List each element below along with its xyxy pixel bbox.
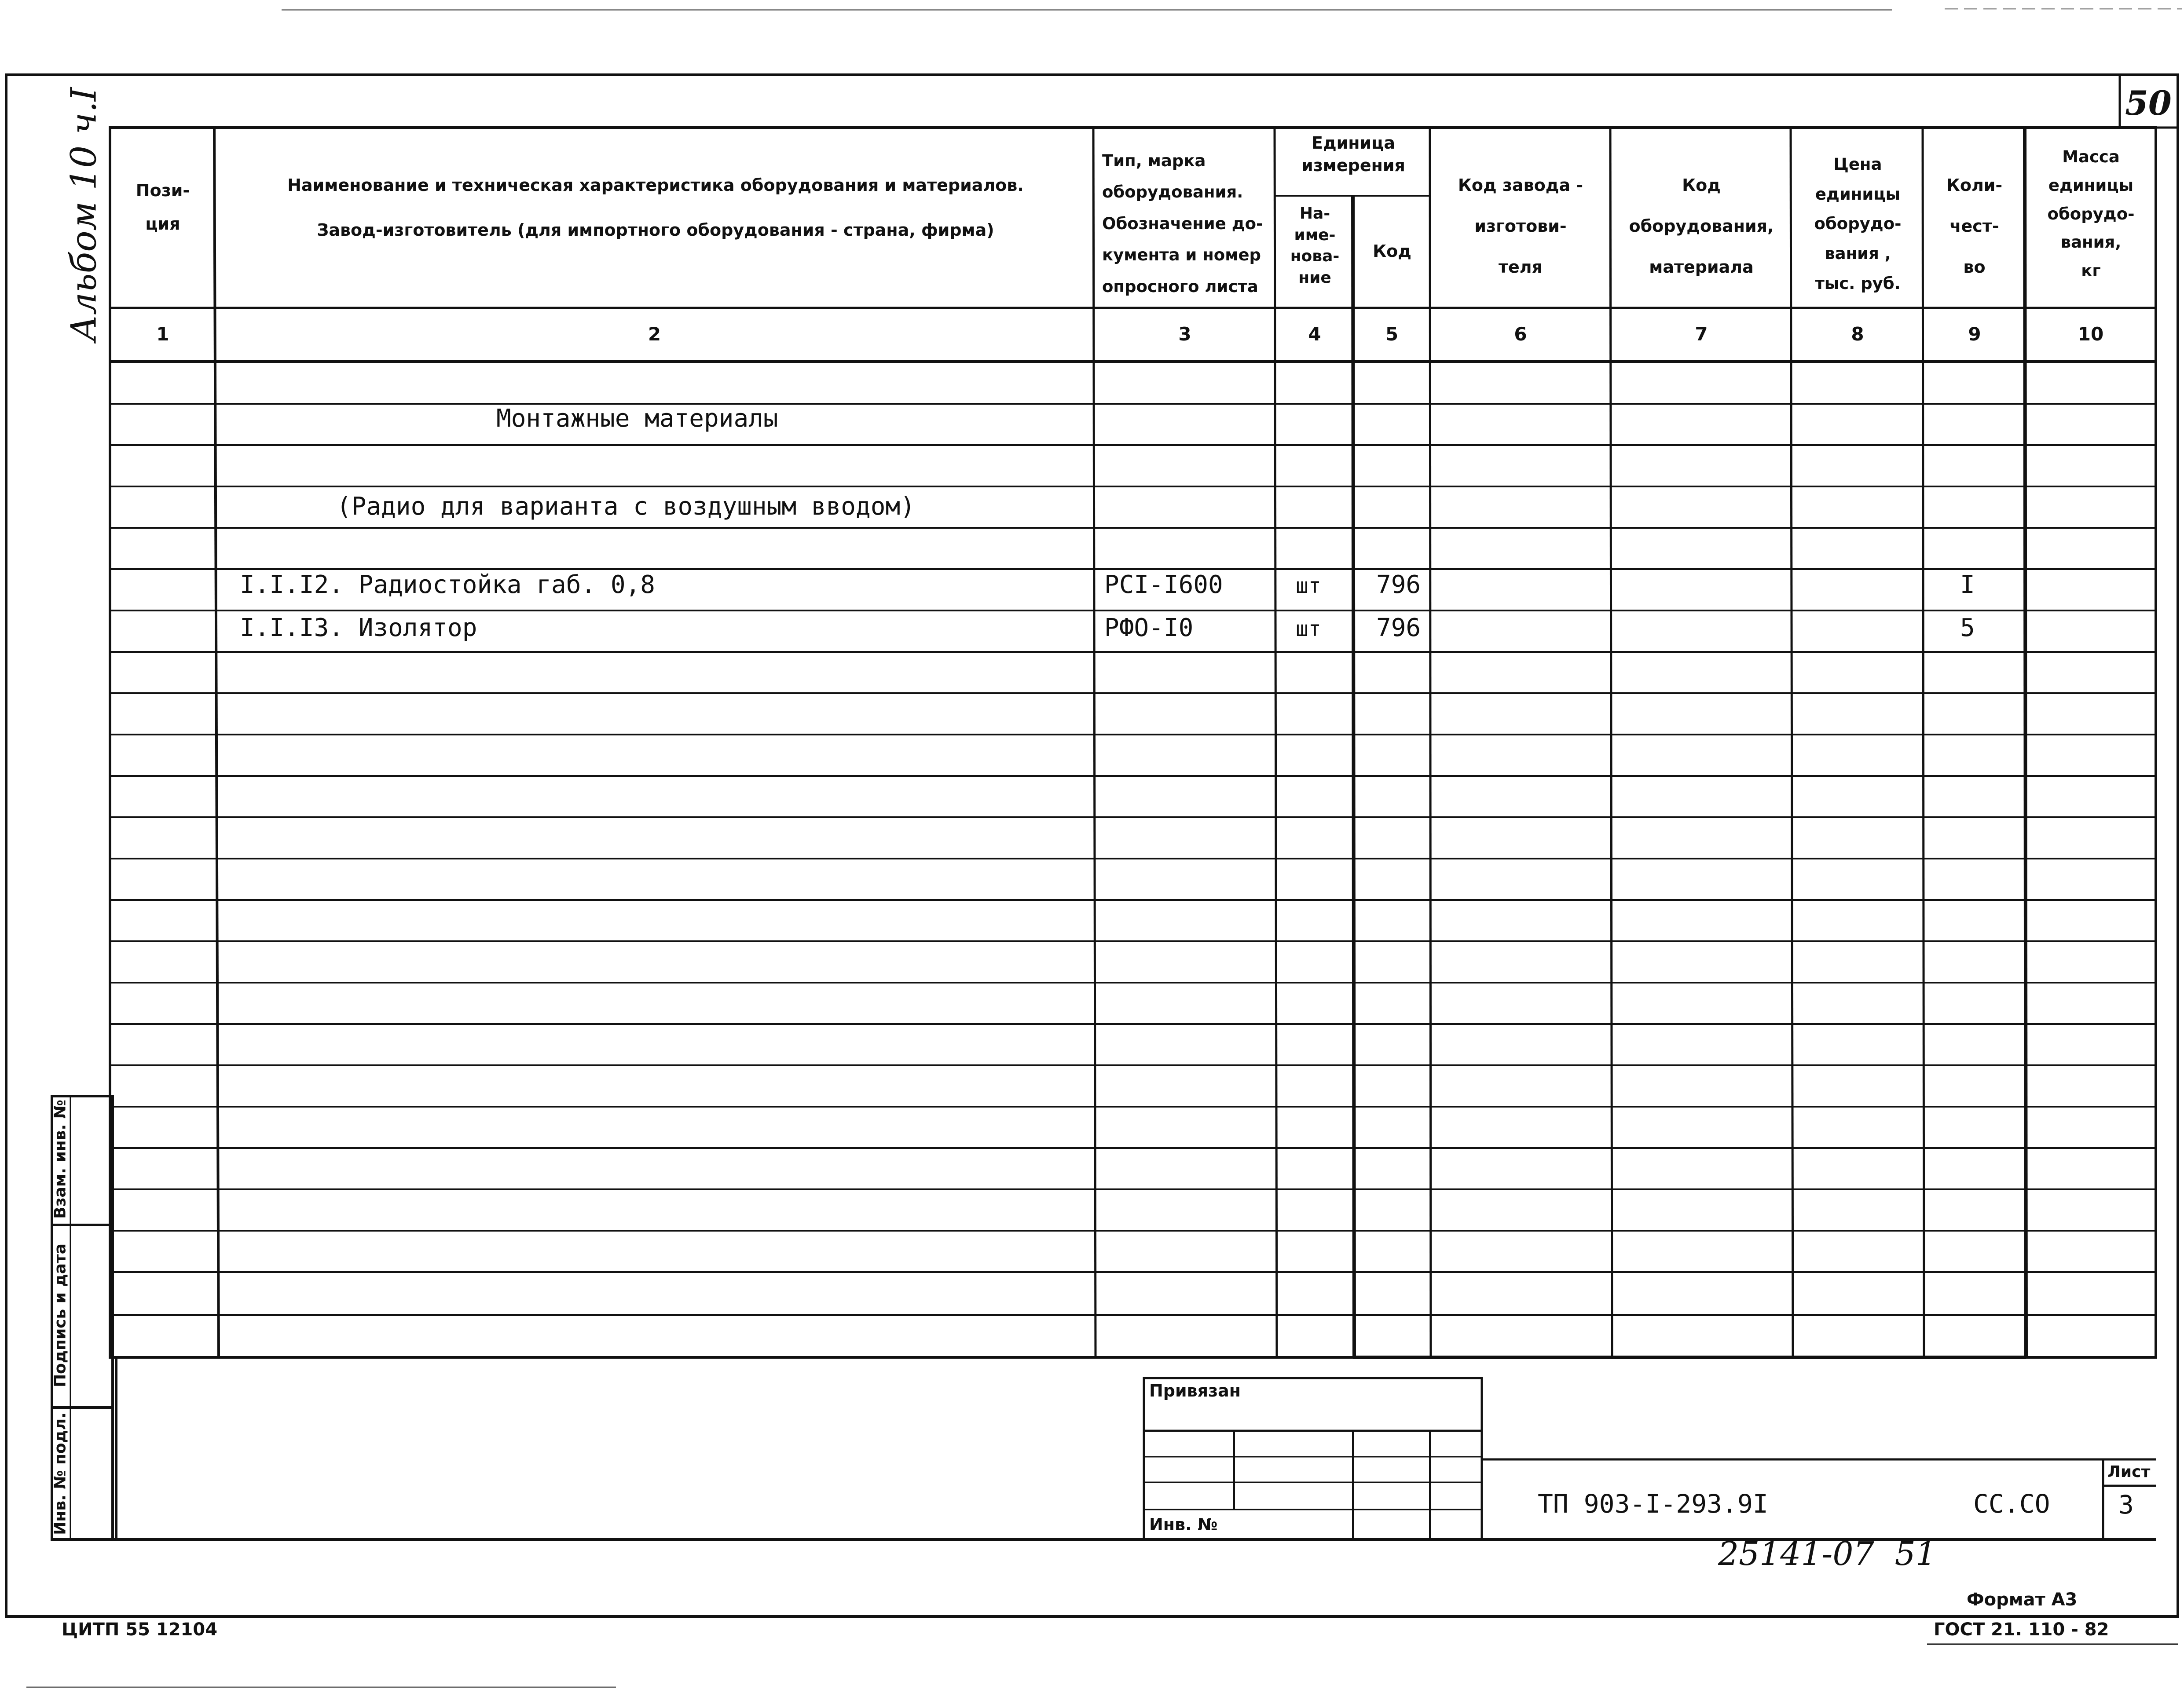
column-number: 10 [2078, 323, 2104, 345]
header-name-line2: Завод-изготовитель (для импортного оборудования - страна, фирма) [317, 220, 994, 240]
header-equipment-code: Код оборудования, материала [1629, 175, 1774, 277]
header-name-line1: Наименование и техническая характеристика оборудования и материалов. [287, 175, 1024, 195]
privyazan-label: Привязан [1149, 1381, 1241, 1400]
format-label: Формат А3 [1967, 1590, 2078, 1610]
header-price: Цена единицы оборудо- вания , тыс. руб. [1814, 155, 1902, 293]
column-number: 3 [1178, 323, 1191, 345]
column-number: 8 [1851, 323, 1864, 345]
item-unit: шт [1296, 574, 1321, 598]
handwritten-number: 25141-07 51 [1718, 1535, 1936, 1573]
citp-label: ЦИТП 55 12104 [62, 1620, 218, 1640]
column-number: 7 [1695, 323, 1708, 345]
stamp-vzam-inv: Взам. инв. № [51, 1100, 70, 1219]
column-number: 2 [648, 323, 661, 345]
album-label: Альбом 10 ч.I [63, 87, 104, 342]
header-unit-code: Код [1373, 241, 1411, 261]
header-position: Пози- ция [136, 181, 190, 234]
column-number: 4 [1308, 323, 1321, 345]
item-unit: шт [1296, 617, 1321, 641]
item-name: I.I.I3. Изолятор [240, 614, 477, 642]
header-mass: Масса единицы оборудо- вания, кг [2047, 147, 2135, 280]
sheet-value: 3 [2118, 1490, 2134, 1520]
stamp-podpis-data: Подпись и дата [51, 1243, 70, 1387]
header-unit-name: На- име- нова- ние [1290, 205, 1340, 287]
section-title: Монтажные материалы [496, 404, 778, 433]
column-number: 6 [1514, 323, 1527, 345]
stamp-inv-podl: Инв. № подл. [51, 1412, 70, 1535]
column-number: 5 [1385, 323, 1399, 345]
item-unit-code: 796 [1376, 570, 1421, 599]
sheet-number-corner: 50 [2125, 84, 2172, 123]
binding-inv-label: Инв. № [1149, 1515, 1218, 1534]
subsection-title: (Радио для варианта с воздушным вводом) [337, 492, 915, 521]
document-code: СС.СО [1973, 1489, 2050, 1519]
header-unit-group: Единица измерения [1301, 133, 1405, 175]
header-quantity: Коли- чест- во [1946, 175, 2003, 277]
item-quantity: I [1960, 570, 1975, 599]
document-designation: ТП 903-I-293.9I [1538, 1489, 1768, 1519]
item-type: PCI-I600 [1104, 570, 1223, 599]
column-number: 1 [156, 323, 169, 345]
header-type-mark: Тип, марка оборудования. Обозначение до- кумента и номер опросного листа [1102, 151, 1263, 296]
item-unit-code: 796 [1376, 614, 1421, 642]
sheet-label: Лист [2107, 1463, 2151, 1481]
column-number: 9 [1968, 323, 1981, 345]
item-type: РФО-I0 [1104, 614, 1194, 642]
gost-label: ГОСТ 21. 110 - 82 [1934, 1620, 2109, 1640]
item-name: I.I.I2. Радиостойка габ. 0,8 [240, 570, 656, 599]
header-factory-code: Код завода - изготови- теля [1458, 175, 1583, 277]
item-quantity: 5 [1960, 614, 1975, 642]
